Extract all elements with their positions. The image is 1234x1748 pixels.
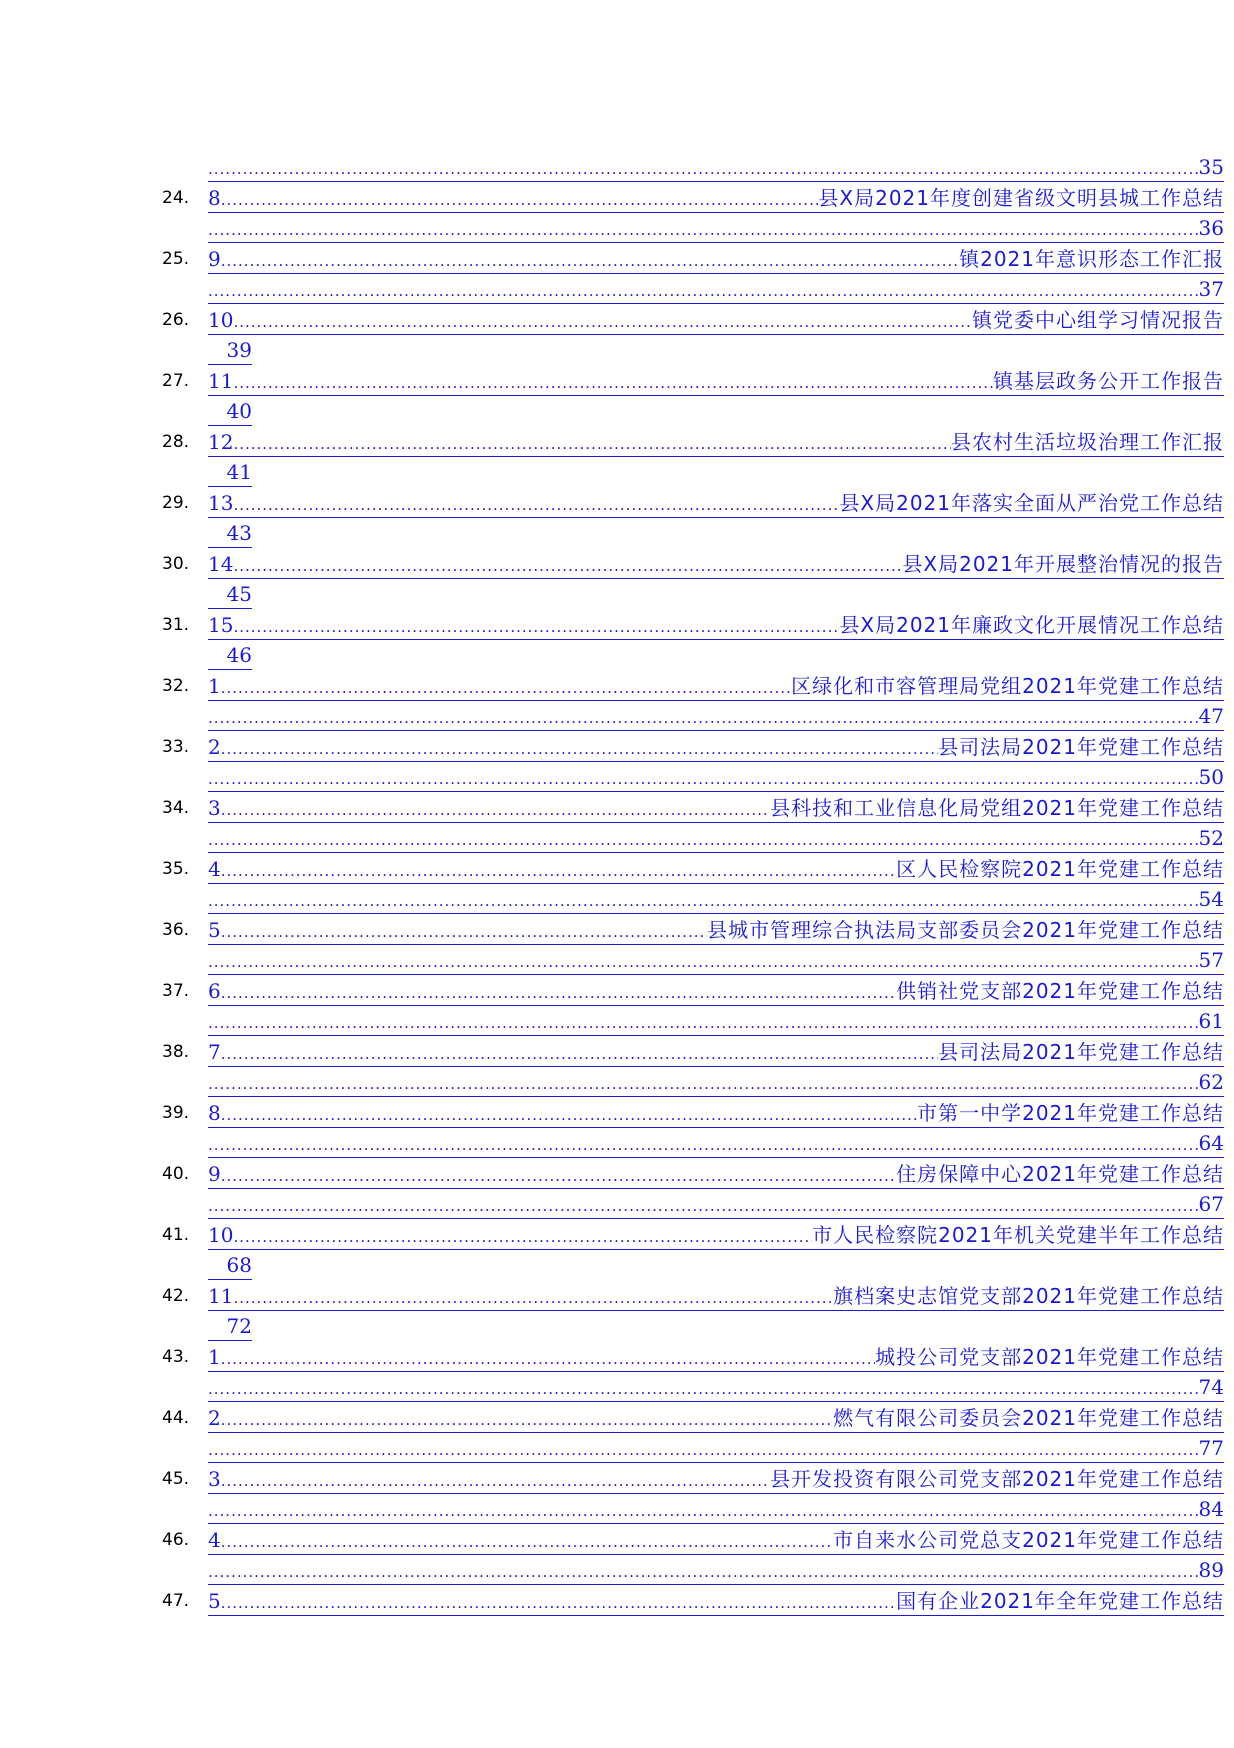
toc-entry-index: 43. [162, 1346, 190, 1367]
toc-entry-title: 市人民检察院2021年机关党建半年工作总结 [812, 1222, 1224, 1247]
leader-dots [208, 1435, 1199, 1465]
toc-entry-link[interactable] [208, 1586, 1224, 1616]
toc-page-link[interactable] [208, 213, 1224, 243]
leader-dots [208, 825, 1199, 855]
toc-entry-lead-number: 14 [208, 551, 234, 576]
toc-entry [162, 1525, 1224, 1556]
toc-entry-lead-number: 2 [208, 1405, 221, 1430]
toc-entry-title: 县开发投资有限公司党支部2021年党建工作总结 [770, 1466, 1224, 1491]
leader-dots [208, 947, 1199, 977]
toc-page-link[interactable] [208, 274, 1224, 304]
toc-entry [162, 1159, 1224, 1190]
toc-page-link[interactable] [208, 457, 252, 487]
toc-entry-lead-number: 11 [208, 1283, 234, 1308]
toc-entry-lead-number: 3 [208, 1466, 221, 1491]
toc-entry-link[interactable] [208, 854, 1224, 884]
leader-dots [208, 1496, 1199, 1526]
toc-page-line [162, 457, 1224, 488]
toc-page-line [162, 1189, 1224, 1220]
leader-dots [221, 795, 770, 823]
toc-entry-index: 30. [162, 553, 190, 574]
toc-page-number: 37 [1198, 277, 1224, 301]
toc-entry-lead-number: 9 [208, 1161, 221, 1186]
toc-entry-link[interactable] [208, 244, 1224, 274]
toc-entry [162, 1586, 1224, 1617]
toc-page-number: 67 [1198, 1192, 1224, 1216]
toc-entry-link[interactable] [208, 305, 1224, 335]
toc-page-link[interactable] [208, 640, 252, 670]
toc-entry-link[interactable] [208, 1342, 1224, 1372]
toc-entry-title: 县农村生活垃圾治理工作汇报 [951, 429, 1224, 454]
toc-entry-title: 县X局2021年度创建省级文明县城工作总结 [818, 185, 1224, 210]
leader-dots [233, 429, 951, 457]
toc-page-line [162, 1250, 1224, 1281]
leader-dots [233, 1283, 833, 1311]
toc-page-number: 36 [1198, 216, 1224, 240]
toc-entry-link[interactable] [208, 1037, 1224, 1067]
toc-entry-link[interactable] [208, 793, 1224, 823]
toc-page-number: 62 [1198, 1070, 1224, 1094]
toc-entry-index: 34. [162, 797, 190, 818]
toc-entry-link[interactable] [208, 1220, 1224, 1250]
toc-entry-lead-number: 15 [208, 612, 234, 637]
toc-page-number: 35 [1198, 155, 1224, 179]
toc-entry-link[interactable] [208, 610, 1224, 640]
toc-page-link[interactable] [208, 1067, 1224, 1097]
toc-page-link[interactable] [208, 579, 252, 609]
toc-entry [162, 671, 1224, 702]
toc-entry-link[interactable] [208, 1159, 1224, 1189]
toc-entry-index: 38. [162, 1041, 190, 1062]
toc-page-number: 50 [1198, 765, 1224, 789]
toc-page-line [162, 396, 1224, 427]
toc-entry [162, 854, 1224, 885]
leader-dots [221, 1039, 938, 1067]
toc-entry-lead-number: 1 [208, 1344, 221, 1369]
toc-entry-link[interactable] [208, 549, 1224, 579]
toc-entry-index: 37. [162, 980, 190, 1001]
toc-entry-lead-number: 5 [208, 1588, 221, 1613]
toc-page-line [162, 1433, 1224, 1464]
table-of-contents [162, 152, 1224, 1616]
toc-page-link[interactable] [208, 396, 252, 426]
toc-page-number: 43 [226, 521, 252, 545]
leader-dots [208, 1557, 1199, 1587]
toc-entry-index: 32. [162, 675, 190, 696]
toc-page-number: 40 [226, 399, 252, 423]
toc-page-number: 45 [226, 582, 252, 606]
leader-dots [221, 856, 896, 884]
toc-entry [162, 1037, 1224, 1068]
toc-entry [162, 366, 1224, 397]
leader-dots [221, 1405, 833, 1433]
toc-entry-index: 28. [162, 431, 190, 452]
toc-entry-link[interactable] [208, 488, 1224, 518]
toc-page-line [162, 335, 1224, 366]
toc-entry-link[interactable] [208, 1098, 1224, 1128]
leader-dots [221, 1161, 896, 1189]
leader-dots [208, 1069, 1199, 1099]
toc-entry-index: 27. [162, 370, 190, 391]
toc-entry-title: 县城市管理综合执法局支部委员会2021年党建工作总结 [707, 917, 1224, 942]
toc-page-line [162, 945, 1224, 976]
leader-dots [233, 612, 839, 640]
toc-entry [162, 793, 1224, 824]
toc-entry [162, 732, 1224, 763]
toc-page-link[interactable] [208, 1433, 1224, 1463]
toc-entry [162, 488, 1224, 519]
toc-entry-lead-number: 6 [208, 978, 221, 1003]
leader-dots [221, 1344, 875, 1372]
toc-entry [162, 1220, 1224, 1251]
leader-dots [233, 307, 972, 335]
toc-page-link[interactable] [208, 762, 1224, 792]
toc-entry-link[interactable] [208, 183, 1224, 213]
toc-entry-index: 29. [162, 492, 190, 513]
toc-page-number: 84 [1198, 1497, 1224, 1521]
toc-page-number: 77 [1198, 1436, 1224, 1460]
toc-entry-lead-number: 10 [208, 1222, 234, 1247]
toc-entry [162, 183, 1224, 214]
toc-page-line [162, 1372, 1224, 1403]
toc-page-number: 68 [226, 1253, 252, 1277]
toc-entry [162, 244, 1224, 275]
toc-page-link[interactable] [208, 701, 1224, 731]
toc-entry-lead-number: 2 [208, 734, 221, 759]
toc-page-link[interactable] [208, 1250, 252, 1280]
toc-page-number: 47 [1198, 704, 1224, 728]
toc-entry-link[interactable] [208, 366, 1224, 396]
toc-entry [162, 427, 1224, 458]
leader-dots [221, 978, 896, 1006]
toc-entry-title: 市第一中学2021年党建工作总结 [917, 1100, 1224, 1125]
toc-entry-title: 县X局2021年开展整治情况的报告 [902, 551, 1224, 576]
leader-dots [208, 276, 1199, 306]
toc-page-link[interactable] [208, 823, 1224, 853]
toc-entry-title: 旗档案史志馆党支部2021年党建工作总结 [833, 1283, 1224, 1308]
toc-page-link[interactable] [208, 884, 1224, 914]
leader-dots [221, 917, 707, 945]
leader-dots [208, 886, 1199, 916]
leader-dots [221, 734, 938, 762]
toc-page-link[interactable] [208, 1494, 1224, 1524]
leader-dots [221, 1100, 917, 1128]
toc-entry-link[interactable] [208, 976, 1224, 1006]
toc-entry-title: 镇基层政务公开工作报告 [993, 368, 1224, 393]
toc-page-line [162, 762, 1224, 793]
toc-entry-index: 42. [162, 1285, 190, 1306]
toc-page-link[interactable] [208, 1006, 1224, 1036]
toc-entry-title: 城投公司党支部2021年党建工作总结 [875, 1344, 1224, 1369]
toc-page-link[interactable] [208, 1372, 1224, 1402]
toc-page-number: 46 [226, 643, 252, 667]
toc-entry-title: 供销社党支部2021年党建工作总结 [896, 978, 1224, 1003]
toc-page-link[interactable] [208, 1128, 1224, 1158]
toc-entry-index: 24. [162, 187, 190, 208]
toc-page-line [162, 518, 1224, 549]
toc-entry-title: 区绿化和市容管理局党组2021年党建工作总结 [791, 673, 1224, 698]
toc-entry-link[interactable] [208, 1403, 1224, 1433]
leader-dots [208, 154, 1199, 184]
toc-page-line [162, 640, 1224, 671]
toc-page-number: 52 [1198, 826, 1224, 850]
toc-page-line [162, 1128, 1224, 1159]
leader-dots [221, 185, 819, 213]
toc-entry [162, 610, 1224, 641]
toc-entry-index: 41. [162, 1224, 190, 1245]
leader-dots [233, 368, 993, 396]
leader-dots [208, 215, 1199, 245]
toc-entry-title: 县X局2021年落实全面从严治党工作总结 [839, 490, 1224, 515]
toc-page-line [162, 1006, 1224, 1037]
toc-page-number: 64 [1198, 1131, 1224, 1155]
toc-entry-index: 31. [162, 614, 190, 635]
toc-page-line [162, 274, 1224, 305]
leader-dots [233, 490, 839, 518]
toc-entry-lead-number: 4 [208, 1527, 221, 1552]
toc-page-number: 41 [226, 460, 252, 484]
toc-entry-lead-number: 7 [208, 1039, 221, 1064]
toc-entry [162, 1342, 1224, 1373]
toc-entry-index: 45. [162, 1468, 190, 1489]
toc-entry-link[interactable] [208, 732, 1224, 762]
toc-entry-index: 46. [162, 1529, 190, 1550]
toc-page-line [162, 213, 1224, 244]
toc-entry [162, 1464, 1224, 1495]
leader-dots [221, 673, 791, 701]
toc-entry-link[interactable] [208, 1525, 1224, 1555]
toc-page-link[interactable] [208, 152, 1224, 182]
leader-dots [221, 1527, 833, 1555]
toc-entry-title: 区人民检察院2021年党建工作总结 [896, 856, 1224, 881]
toc-entry-index: 39. [162, 1102, 190, 1123]
toc-page-link[interactable] [208, 1555, 1224, 1585]
toc-page-number: 54 [1198, 887, 1224, 911]
toc-entry-link[interactable] [208, 915, 1224, 945]
toc-entry-link[interactable] [208, 1281, 1224, 1311]
toc-entry-title: 县司法局2021年党建工作总结 [938, 1039, 1224, 1064]
toc-entry-lead-number: 5 [208, 917, 221, 942]
toc-entry-title: 镇2021年意识形态工作汇报 [959, 246, 1224, 271]
toc-entry-lead-number: 9 [208, 246, 221, 271]
leader-dots [208, 764, 1199, 794]
toc-entry-lead-number: 12 [208, 429, 234, 454]
toc-entry-link[interactable] [208, 1464, 1224, 1494]
toc-page-line [162, 701, 1224, 732]
leader-dots [221, 1466, 770, 1494]
toc-page-link[interactable] [208, 1311, 252, 1341]
toc-entry-lead-number: 1 [208, 673, 221, 698]
toc-entry-title: 燃气有限公司委员会2021年党建工作总结 [833, 1405, 1224, 1430]
toc-entry-lead-number: 8 [208, 1100, 221, 1125]
toc-page-number: 61 [1198, 1009, 1224, 1033]
toc-entry-title: 县X局2021年廉政文化开展情况工作总结 [839, 612, 1224, 637]
toc-page-line [162, 1067, 1224, 1098]
toc-entry-title: 国有企业2021年全年党建工作总结 [896, 1588, 1224, 1613]
toc-page-line [162, 823, 1224, 854]
toc-entry-lead-number: 10 [208, 307, 234, 332]
toc-entry [162, 915, 1224, 946]
toc-entry [162, 1281, 1224, 1312]
leader-dots [208, 1191, 1199, 1221]
toc-entry [162, 1403, 1224, 1434]
toc-entry-title: 县科技和工业信息化局党组2021年党建工作总结 [770, 795, 1224, 820]
leader-dots [208, 1130, 1199, 1160]
leader-dots [221, 246, 959, 274]
toc-entry-index: 26. [162, 309, 190, 330]
toc-page-line [162, 152, 1224, 183]
toc-page-line [162, 1311, 1224, 1342]
toc-page-number: 39 [226, 338, 252, 362]
toc-page-number: 57 [1198, 948, 1224, 972]
toc-page-link[interactable] [208, 945, 1224, 975]
leader-dots [233, 1222, 812, 1250]
toc-entry-index: 47. [162, 1590, 190, 1611]
toc-entry-link[interactable] [208, 671, 1224, 701]
toc-entry-lead-number: 11 [208, 368, 234, 393]
leader-dots [208, 1008, 1199, 1038]
leader-dots [221, 1588, 896, 1616]
toc-page-link[interactable] [208, 335, 252, 365]
toc-entry-index: 40. [162, 1163, 190, 1184]
leader-dots [208, 1374, 1199, 1404]
toc-page-link[interactable] [208, 1189, 1224, 1219]
toc-entry-lead-number: 8 [208, 185, 221, 210]
toc-page-link[interactable] [208, 518, 252, 548]
toc-page-line [162, 579, 1224, 610]
toc-entry [162, 1098, 1224, 1129]
toc-entry-link[interactable] [208, 427, 1224, 457]
toc-entry-title: 镇党委中心组学习情况报告 [972, 307, 1224, 332]
toc-entry-index: 36. [162, 919, 190, 940]
toc-entry-title: 县司法局2021年党建工作总结 [938, 734, 1224, 759]
toc-entry-index: 25. [162, 248, 190, 269]
toc-page-line [162, 1494, 1224, 1525]
leader-dots [208, 703, 1199, 733]
toc-entry [162, 976, 1224, 1007]
toc-entry-index: 44. [162, 1407, 190, 1428]
toc-page-number: 74 [1198, 1375, 1224, 1399]
toc-page-number: 72 [226, 1314, 252, 1338]
toc-page-number: 89 [1198, 1558, 1224, 1582]
toc-entry-lead-number: 13 [208, 490, 234, 515]
toc-entry-lead-number: 3 [208, 795, 221, 820]
toc-entry-index: 33. [162, 736, 190, 757]
toc-entry-index: 35. [162, 858, 190, 879]
toc-entry-title: 市自来水公司党总支2021年党建工作总结 [833, 1527, 1224, 1552]
toc-entry [162, 305, 1224, 336]
toc-page-line [162, 1555, 1224, 1586]
leader-dots [233, 551, 902, 579]
toc-page-line [162, 884, 1224, 915]
toc-entry-title: 住房保障中心2021年党建工作总结 [896, 1161, 1224, 1186]
toc-entry-lead-number: 4 [208, 856, 221, 881]
toc-entry [162, 549, 1224, 580]
